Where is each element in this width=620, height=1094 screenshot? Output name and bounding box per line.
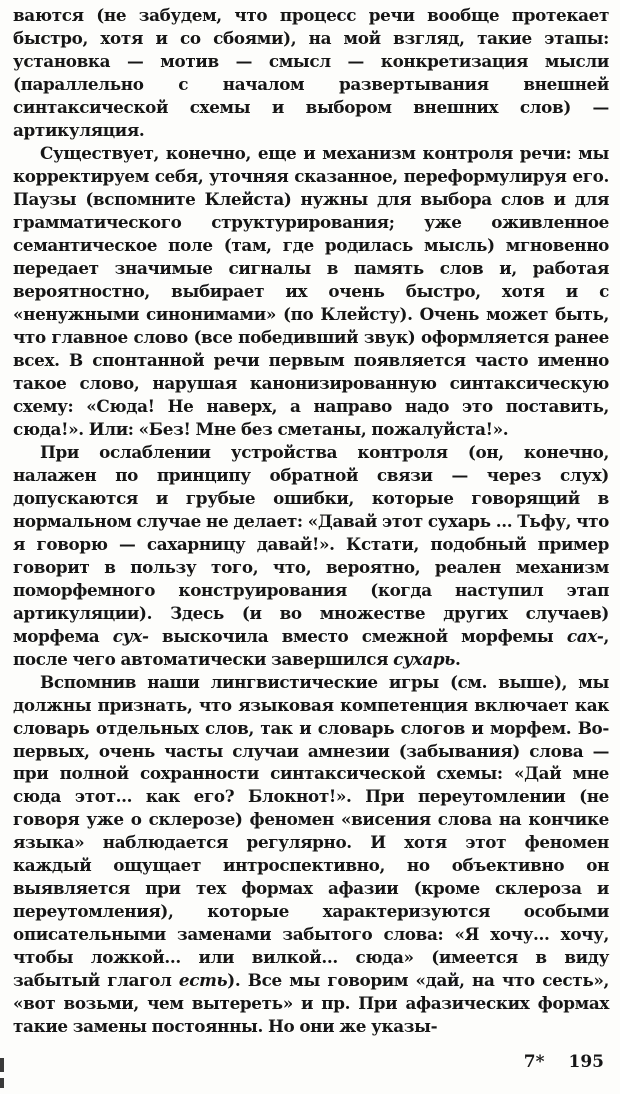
text-run: Вспомнив наши лингвистические игры (см. выше), мы должны признать, что языковая компетенция включает как словарь отдельных слов, так и словарь слогов и морфем. Во-первых, очень часты случаи амнезии (забывания) слова — при полной сохранности синтаксической схемы: «Дай мне сюда этот... как его? Блокнот!». При переутомлении (не говоря уже о склерозе) феномен «висения слова на кончике языка» наблюдается регулярно. И хотя этот феномен каждый ощущает интроспективно, но объективно он выявляется при тех формах афазии (кроме склероза и переутомления), которые характеризуются особыми описательными заменами забытого слова: «Я хочу... хочу, чтобы ложкой... или вилкой... сюда» (имеется в виду забытый глагол [13,671,609,991]
scan-edge-mark [0,1058,4,1072]
signature-mark: 7* [523,1052,545,1072]
body-text [13,4,609,1038]
text-run: ). Все мы говорим «дай, на что сесть», «вот возьми, чем вытереть» и пр. При афазических формах такие замены постоянны. Но они же указы- [13,970,609,1037]
paragraph [13,4,609,142]
paragraph [13,142,609,441]
page-number: 195 [568,1052,604,1072]
paragraph [13,441,609,671]
text-run: ваются (не забудем, что процесс речи вообще протекает быстро, хотя и со сбоями), на мой взгляд, такие этапы: установка — мотив — смысл — конкретизация мысли (параллельно с началом развертывания внешней синтаксической схемы и выбором внешних слов) — артикуляция. [13,5,609,140]
page-footer [524,1052,604,1072]
text-run: выскочила вместо смежной морфемы [148,625,567,646]
scan-edge-mark [0,1078,4,1088]
text-run: , после чего автоматически завершился [13,625,609,669]
text-run: Существует, конечно, еще и механизм контроля речи: мы корректируем себя, уточняя сказанное, переформулируя его. Паузы (вспомните Клейста) нужны для выбора слов и для грамматического структурирования; уже оживленное семантическое поле (там, где родилась мысль) мгновенно передает значимые сигналы в память слов и, работая вероятностно, выбирает их очень быстро, хотя и с «ненужными синонимами» (по Клейсту). Очень может быть, что главное слово (все победивший звук) оформляется ранее всех. В спонтанной речи первым появляется часто именно такое слово, нарушая канонизированную синтаксическую схему: «Сюда! Не наверх, а направо надо это поставить, сюда!». Или: «Без! Мне без сметаны, пожалуйста!». [13,142,609,439]
text-run: При ослаблении устройства контроля (он, конечно, налажен по принципу обратной связи — через слух) допускаются и грубые ошибки, которые говорящий в нормальном случае не делает: «Давай этот сухарь ... Тьфу, что я говорю — сахарницу давай!». Кстати, подобный пример говорит в пользу того, что, вероятно, реален механизм поморфемного конструирования (когда наступил этап артикуляции). Здесь (и во множестве других случаев) морфема [13,441,609,646]
paragraph [13,671,609,1039]
text-run: . [455,648,461,669]
italic-term: сах- [566,625,604,646]
italic-term: сух- [112,625,149,646]
italic-term: сухарь [393,648,455,669]
italic-term: есть [178,970,228,991]
